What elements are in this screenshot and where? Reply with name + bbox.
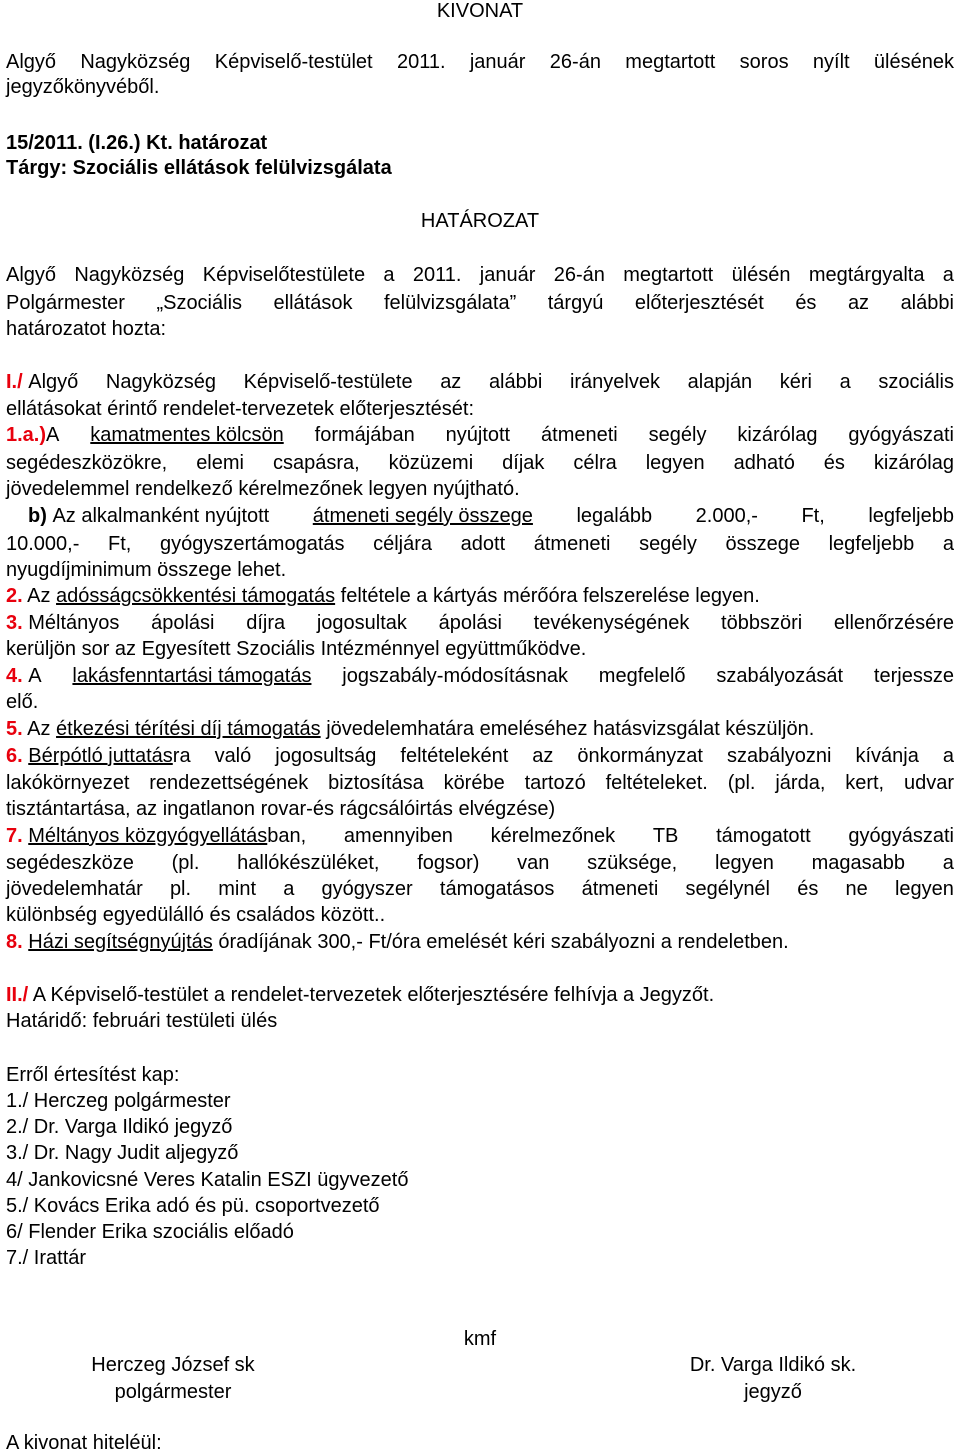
item1b-underlined-term: átmeneti segély összege [312, 505, 533, 527]
item7-line-3 [6, 878, 954, 901]
word: Nagyközség [105, 371, 216, 393]
item7-line-1 [6, 825, 954, 848]
item1a-line-3: jövedelemmel rendelkező kérelmezőnek legyen nyújtható. [6, 478, 520, 500]
preamble-line-3: határozatot hozta: [6, 318, 167, 340]
word: ellenőrzésére [833, 612, 954, 634]
recipient-5: 5./ Kovács Erika adó és pü. csoportvezető [6, 1195, 380, 1217]
word: tartozó [524, 772, 586, 794]
word: soros [739, 51, 789, 73]
word: alábbi [488, 371, 543, 393]
deadline: Határidő: februári testületi ülés [6, 1010, 278, 1032]
word: megfelelő [598, 665, 686, 687]
word: és [823, 452, 845, 474]
word: legyen [894, 878, 954, 900]
word: tárgyú [547, 292, 604, 314]
item7-label: 7. [6, 825, 23, 847]
word: jövedelemhatár [6, 878, 143, 900]
word: hallókészüléket, [237, 852, 380, 874]
word: ápolási [438, 612, 502, 634]
word: (pl. [727, 772, 756, 794]
item7-line-4: különbség egyedülálló és családos között.. [6, 904, 386, 926]
item1b-label: b) [28, 505, 47, 527]
intro-line-1 [6, 51, 954, 74]
item4-label: 4. [6, 665, 23, 687]
word: a [839, 371, 851, 393]
word: Algyő [6, 264, 57, 286]
item8-line [6, 931, 954, 954]
word: 2011. [396, 51, 446, 73]
word: való [214, 745, 252, 767]
word: átmeneti [541, 424, 618, 446]
item7-underlined-term: Méltányos közgyógyellátás [28, 825, 268, 847]
word: segély [648, 424, 707, 446]
word: terjessze [873, 665, 954, 687]
word: ápolási [151, 612, 215, 634]
resolution-heading: HATÁROZAT [420, 210, 540, 232]
resolution-number: 15/2011. (I.26.) Kt. határozat [6, 132, 268, 154]
item8-label: 8. [6, 931, 23, 953]
item1b-line-1 [28, 505, 954, 528]
item5-pre: Az [27, 718, 51, 740]
word: gyógyszertámogatás [159, 533, 345, 555]
recipient-3: 3./ Dr. Nagy Judit aljegyző [6, 1142, 239, 1164]
word: Képviselő-testülete [243, 371, 413, 393]
item7-line-2 [6, 852, 954, 875]
word: magasabb [811, 852, 906, 874]
section2-line [6, 984, 954, 1007]
word: 2011. [412, 264, 462, 286]
word: amennyiben [343, 825, 453, 847]
word: díjra [246, 612, 286, 634]
certified-label: A kivonat hiteléül: [6, 1432, 162, 1452]
word: közüzemi [388, 452, 474, 474]
signature-right-name: Dr. Varga Ildikó sk. [689, 1354, 857, 1376]
word: szüksége, [587, 852, 678, 874]
word: január [479, 264, 536, 286]
word: támogatott [716, 825, 811, 847]
item3-line-1 [6, 612, 954, 635]
word: átmeneti [581, 878, 659, 900]
word: kérelmezőnek [490, 825, 616, 847]
recipient-1: 1./ Herczeg polgármester [6, 1090, 231, 1112]
word: átmeneti [533, 533, 611, 555]
word: nyújtott [445, 424, 511, 446]
word: szabályozását [716, 665, 844, 687]
word: 26-án [549, 51, 601, 73]
word: előterjesztését [634, 292, 764, 314]
item4-underlined-term: lakásfenntartási támogatás [72, 665, 312, 687]
word: gyógyászati [848, 424, 954, 446]
word: kert, [845, 772, 885, 794]
word: ülésének [873, 51, 954, 73]
word: kéri [779, 371, 812, 393]
word: szociális [878, 371, 954, 393]
word: elemi [196, 452, 244, 474]
word: jogszabály-módosításnak [342, 665, 568, 687]
word: január [469, 51, 526, 73]
word: a [283, 878, 295, 900]
word: van [517, 852, 550, 874]
word: megtárgyalta [808, 264, 925, 286]
item1b-pre: Az alkalmanként nyújtott [52, 505, 270, 527]
word: csapásra, [272, 452, 360, 474]
word: segélynél [685, 878, 771, 900]
word: díjak [502, 452, 545, 474]
word: segédeszköze [6, 852, 134, 874]
word: Képviselő-testület [214, 51, 373, 73]
word: 2.000,- [695, 505, 758, 527]
word: gyógyászati [848, 825, 954, 847]
intro-line-2: jegyzőkönyvéből. [6, 76, 160, 98]
word: ellátások [273, 292, 353, 314]
word: Nagyközség [80, 51, 191, 73]
item3-first-word: Méltányos [28, 612, 120, 634]
word: legyen [645, 452, 705, 474]
kmf-label: kmf [463, 1328, 497, 1350]
word: nyílt [812, 51, 850, 73]
word: „Szociális [156, 292, 243, 314]
word: a [942, 745, 954, 767]
section1-line-2: ellátásokat érintő rendelet-tervezetek előterjesztését: [6, 398, 475, 420]
item1a-line-2 [6, 452, 954, 475]
word: adott [460, 533, 506, 555]
word: kívánja [855, 745, 919, 767]
item6-line-3: tisztántartása, az ingatlanon rovar-és rágcsálóirtás elvégzése) [6, 798, 556, 820]
word: célra [573, 452, 617, 474]
item1a-first: A [46, 424, 60, 446]
signature-left [60, 1352, 286, 1406]
word: önkormányzat [577, 745, 703, 767]
word: jogosultak [316, 612, 407, 634]
word: irányelvek [569, 371, 660, 393]
word: az [532, 745, 554, 767]
item2-underlined-term: adósságcsökkentési támogatás [56, 585, 336, 607]
recipient-4: 4/ Jankovicsné Veres Katalin ESZI ügyvezető [6, 1169, 409, 1191]
item8-underlined-term: Házi segítségnyújtás [28, 931, 213, 953]
word: feltételeket. [605, 772, 708, 794]
word: megtartott [623, 264, 714, 286]
preamble-line-1 [6, 264, 954, 287]
item1b-line-3: nyugdíjminimum összege lehet. [6, 559, 287, 581]
item2-pre: Az [27, 585, 51, 607]
word: 26-án [553, 264, 605, 286]
item6-line-1 [6, 745, 954, 768]
word: rendezettségének [149, 772, 309, 794]
recipient-6: 6/ Flender Erika szociális előadó [6, 1221, 294, 1243]
word: adható [733, 452, 795, 474]
word: Ft, [801, 505, 825, 527]
item5-line [6, 718, 954, 741]
word: tevékenységének [533, 612, 690, 634]
section2-label: II./ [6, 984, 29, 1006]
word: a [383, 264, 395, 286]
word: és [795, 292, 817, 314]
word: szabályozni [726, 745, 832, 767]
word: legfeljebb [868, 505, 954, 527]
word: Ft, [108, 533, 132, 555]
item1a-line-1 [6, 424, 954, 447]
word: (pl. [171, 852, 200, 874]
item2-label: 2. [6, 585, 23, 607]
word: kizárólag [737, 424, 818, 446]
signature-right [660, 1352, 886, 1406]
word: mint [218, 878, 257, 900]
item5-post: jövedelemhatára emeléséhez hatásvizsgálat készüljön. [326, 718, 815, 740]
recipient-7: 7./ Irattár [6, 1247, 87, 1269]
word: legfeljebb [828, 533, 915, 555]
word: jogosultság [275, 745, 377, 767]
word: a [942, 264, 954, 286]
preamble-line-2 [6, 292, 954, 315]
item1a-underlined-term: kamatmentes kölcsön [90, 424, 284, 446]
word: udvar [903, 772, 954, 794]
word: feltételeként [400, 745, 509, 767]
word: megtartott [625, 51, 716, 73]
word: ülésén [731, 264, 791, 286]
item5-label: 5. [6, 718, 23, 740]
item8-post: óradíjának 300,- Ft/óra emelését kéri szabályozni a rendeletben. [218, 931, 789, 953]
word: ne [845, 878, 868, 900]
word: biztosítása [328, 772, 424, 794]
item2-line [6, 585, 954, 608]
word: pl. [169, 878, 192, 900]
word: gyógyszer [321, 878, 413, 900]
item1a-label: 1.a.) [6, 424, 47, 446]
word: és [797, 878, 819, 900]
word: segély [639, 533, 697, 555]
word: Nagyközség [74, 264, 185, 286]
item4-line-2: elő. [6, 691, 39, 713]
signature-left-name: Herczeg József sk [91, 1354, 255, 1376]
section1-line-1 [6, 371, 954, 394]
item6-line-2 [6, 772, 954, 795]
word: az [440, 371, 462, 393]
resolution-subject: Tárgy: Szociális ellátások felülvizsgálata [6, 157, 392, 179]
item6-label: 6. [6, 745, 23, 767]
word: a [942, 533, 954, 555]
notify-heading: Erről értesítést kap: [6, 1064, 180, 1086]
word: 10.000,- [6, 533, 80, 555]
word: alapján [687, 371, 753, 393]
item2-post: feltétele a kártyás mérőóra felszerelése legyen. [340, 585, 760, 607]
item5-underlined-term: étkezési térítési díj támogatás [56, 718, 321, 740]
signature-left-title: polgármester [114, 1381, 232, 1403]
recipient-2: 2./ Dr. Varga Ildikó jegyző [6, 1116, 233, 1138]
word: segédeszközökre, [6, 452, 168, 474]
item4-line-1 [6, 665, 954, 688]
word: az [847, 292, 870, 314]
word: Polgármester [6, 292, 125, 314]
word: legyen [714, 852, 774, 874]
item6-suffix: ra [172, 745, 191, 767]
document-title: KIVONAT [436, 0, 524, 22]
word: járda, [775, 772, 826, 794]
word: legalább [576, 505, 653, 527]
word: lakókörnyezet [6, 772, 130, 794]
word: fogsor) [417, 852, 480, 874]
word: támogatásos [439, 878, 555, 900]
word: céljára [373, 533, 433, 555]
item1b-line-2 [6, 533, 954, 556]
word: többszöri [721, 612, 803, 634]
word: formájában [314, 424, 415, 446]
item7-suffix: ban, [267, 825, 307, 847]
section1-first-word: Algyő [28, 371, 79, 393]
word: a [942, 852, 954, 874]
word: összege [725, 533, 800, 555]
word: körébe [443, 772, 505, 794]
item6-underlined-term: Bérpótló juttatás [28, 745, 173, 767]
word: TB [652, 825, 679, 847]
word: Algyő [6, 51, 57, 73]
section2-text: A Képviselő-testület a rendelet-tervezetek előterjesztésére felhívja a Jegyzőt. [32, 984, 715, 1006]
word: felülvizsgálata” [383, 292, 517, 314]
item3-label: 3. [6, 612, 23, 634]
signature-right-title: jegyző [744, 1381, 802, 1403]
item4-pre: A [28, 665, 42, 687]
word: Képviselőtestülete [202, 264, 366, 286]
item3-line-2: kerüljön sor az Egyesített Szociális Intézménnyel együttműködve. [6, 638, 587, 660]
word: kizárólag [873, 452, 954, 474]
word: alábbi [900, 292, 954, 314]
section1-label: I./ [6, 371, 23, 393]
